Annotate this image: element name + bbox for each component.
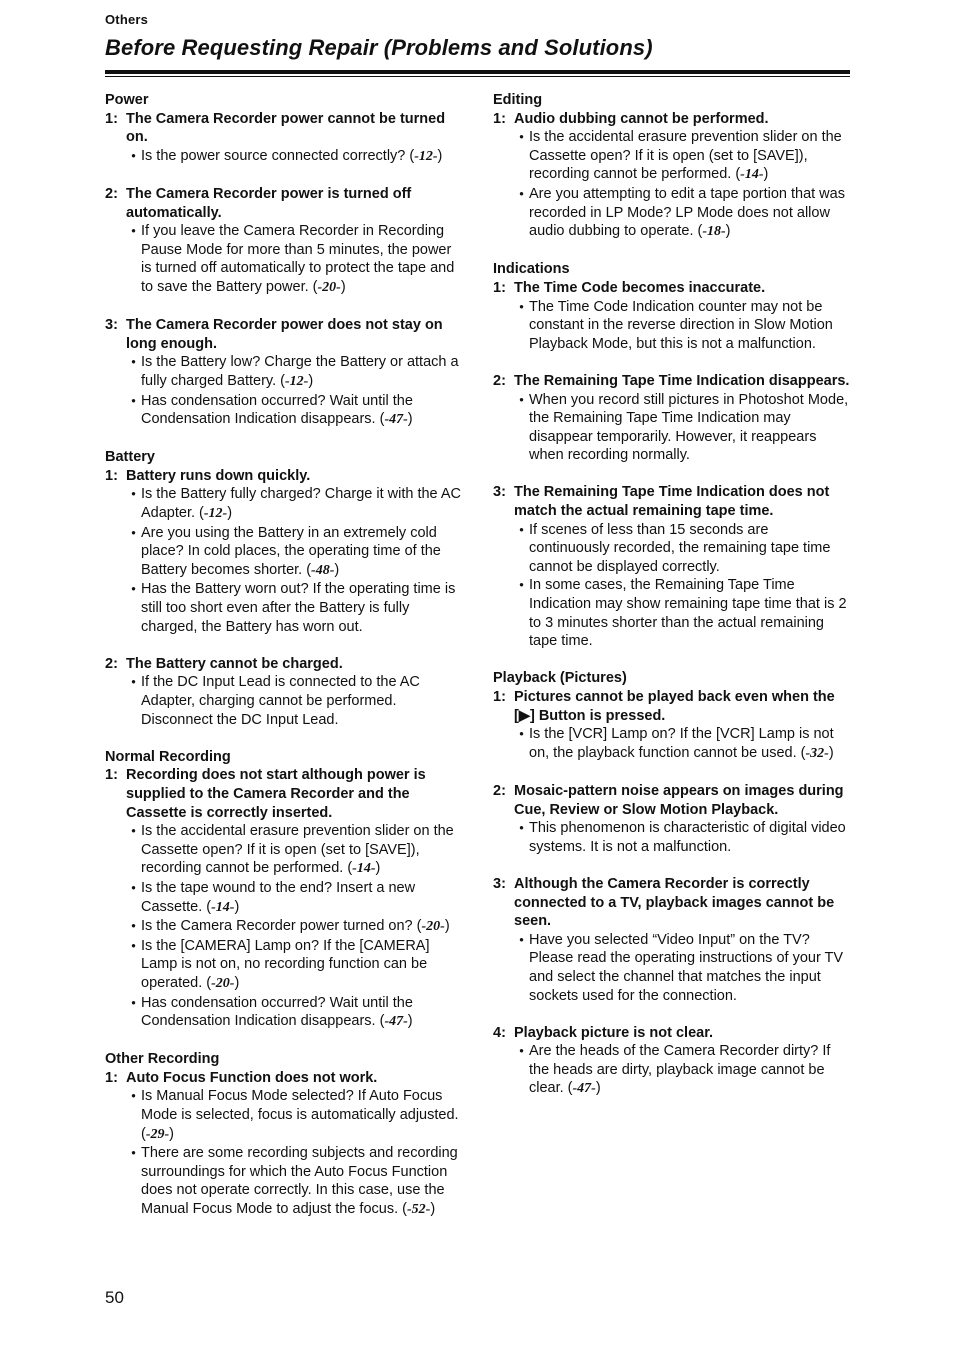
page-reference: -12-: [285, 373, 309, 389]
reference-close: ): [375, 860, 381, 877]
page-reference: -29-: [145, 1126, 170, 1142]
check-text: [141, 392, 465, 430]
problem-number: 3:: [493, 875, 506, 892]
title-rule-thin: [105, 76, 850, 77]
bullet-icon: ●: [131, 882, 136, 892]
problem-number: 1:: [493, 279, 506, 296]
check-item: [126, 580, 465, 636]
reference-close: ): [234, 898, 240, 915]
problem-entry: [493, 279, 853, 353]
check-body: In some cases, the Remaining Tape Time Indication may show remaining tape time that is 2 to 3 minutes shorter than the actual remaining tape time.: [529, 577, 847, 650]
bullet-icon: ●: [131, 527, 136, 537]
problem-title: Although the Camera Recorder is correctly connected to a TV, playback images cannot be seen.: [514, 875, 835, 930]
check-body: Is the Camera Recorder power turned on? (: [141, 918, 422, 935]
section-category: Others: [105, 12, 149, 27]
check-body: Are you using the Battery in an extremely cold place? In cold places, the operating time of the Battery becomes shorter. (: [141, 524, 441, 578]
problem-heading: [493, 875, 853, 931]
problem-entry: [493, 875, 853, 1005]
problem-number: 2:: [105, 185, 118, 202]
check-text: [141, 353, 465, 391]
problem-number: 2:: [105, 655, 118, 672]
title-rule-thick: [105, 70, 850, 74]
reference-close: ): [430, 1201, 436, 1218]
bullet-icon: ●: [519, 301, 524, 311]
reference-close: ): [334, 561, 340, 578]
section-heading: Normal Recording: [105, 748, 231, 765]
check-body: Have you selected “Video Input” on the TV? Please read the operating instructions of your TV and select the channel that matches the input sockets used for the connection.: [529, 931, 844, 1004]
reference-close: ): [407, 411, 413, 428]
page-reference: -20-: [421, 919, 445, 935]
page-reference: -47-: [384, 1014, 408, 1030]
problem-entry: [105, 766, 465, 1031]
check-body: Is the accidental erasure prevention slider on the Cassette open? If it is open (set to [SAVE]), recording cannot be performed. (: [529, 129, 842, 183]
check-text: [141, 994, 465, 1032]
check-text: [529, 391, 853, 465]
check-body: Is the [CAMERA] Lamp on? If the [CAMERA] Lamp is not on, no recording function can be operated. (: [141, 937, 430, 991]
page-reference: -18-: [702, 224, 726, 240]
check-body: If the DC Input Lead is connected to the AC Adapter, charging cannot be performed. Disconnect the DC Input Lead.: [141, 674, 420, 728]
check-text: [141, 917, 465, 937]
problem-title: The Camera Recorder power does not stay on long enough.: [126, 317, 443, 352]
page-reference: -20-: [317, 279, 341, 295]
bullet-icon: ●: [131, 826, 136, 836]
section-heading: Power: [105, 92, 149, 108]
check-text: [141, 822, 465, 879]
problem-number: 3:: [105, 317, 118, 334]
check-item: [126, 392, 465, 430]
problem-number: 1:: [105, 767, 118, 784]
problem-title: Battery runs down quickly.: [126, 467, 311, 484]
check-item: [126, 937, 465, 994]
problem-heading: [493, 279, 853, 298]
check-text: [529, 128, 853, 185]
page-title: Before Requesting Repair (Problems and Solutions): [105, 35, 653, 60]
check-text: [141, 222, 465, 297]
problem-entry: [493, 1024, 853, 1099]
check-item: [126, 1087, 465, 1144]
page-reference: -52-: [406, 1202, 431, 1218]
check-body: Has condensation occurred? Wait until the Condensation Indication disappears. (: [141, 994, 413, 1030]
problem-number: 1:: [105, 1069, 118, 1086]
check-text: [141, 1087, 465, 1144]
check-text: [529, 576, 853, 650]
problem-heading: [493, 688, 853, 725]
reference-close: ): [227, 505, 233, 522]
page-reference: -47-: [384, 412, 408, 428]
reference-close: ): [828, 744, 834, 761]
problem-heading: [105, 316, 465, 353]
check-item: [126, 222, 465, 297]
bullet-icon: ●: [519, 823, 524, 833]
problem-heading: [105, 467, 465, 486]
page-reference: -14-: [211, 899, 235, 915]
page-reference: -12-: [414, 148, 438, 164]
problem-number: 4:: [493, 1024, 506, 1041]
check-body: Has condensation occurred? Wait until the Condensation Indication disappears. (: [141, 392, 413, 428]
check-text: [141, 937, 465, 994]
check-item: [126, 485, 465, 523]
check-text: [141, 147, 465, 167]
bullet-icon: ●: [131, 226, 136, 236]
check-item: [514, 185, 853, 242]
bullet-icon: ●: [131, 997, 136, 1007]
check-text: [141, 879, 465, 917]
check-body: When you record still pictures in Photoshot Mode, the Remaining Tape Time Indication may disappear temporarily. However, it reappears when recording normally.: [529, 391, 849, 464]
bullet-icon: ●: [131, 357, 136, 367]
check-body: There are some recording subjects and recording surroundings for which the Auto Focus Function does not operate correctly. In this case, use the Manual Focus Mode to adjust the focus. (: [141, 1145, 458, 1218]
check-item: [126, 673, 465, 729]
check-text: [141, 1144, 465, 1219]
problem-number: 2:: [493, 372, 506, 389]
problem-number: 1:: [493, 689, 506, 705]
check-body: Is the Battery low? Charge the Battery or attach a fully charged Battery. (: [141, 354, 459, 389]
check-item: [514, 1042, 853, 1099]
check-text: [529, 1042, 853, 1099]
problem-entry: [493, 782, 853, 856]
page-number: 50: [105, 1288, 124, 1307]
problem-entry: [493, 483, 853, 650]
problem-entry: [105, 316, 465, 430]
bullet-icon: ●: [131, 921, 136, 931]
bullet-icon: ●: [131, 1091, 136, 1101]
check-text: [141, 485, 465, 523]
bullet-icon: ●: [131, 489, 136, 499]
section-heading: Battery: [105, 449, 155, 466]
section-heading: Playback (Pictures): [493, 670, 627, 687]
check-item: [126, 994, 465, 1032]
page-reference: -14-: [352, 861, 376, 877]
check-body: Has the Battery worn out? If the operating time is still too short even after the Battery is fully charged, the Battery has worn out.: [141, 581, 456, 635]
problem-heading: [493, 483, 853, 520]
problem-heading: [493, 1024, 853, 1043]
check-item: [126, 822, 465, 879]
problem-title: Recording does not start although power is supplied to the Camera Recorder and the Cassette is correctly inserted.: [126, 767, 426, 821]
section-heading: Editing: [493, 92, 543, 108]
reference-close: ): [340, 278, 346, 295]
problem-title: The Remaining Tape Time Indication disappears.: [514, 372, 850, 389]
check-item: [514, 298, 853, 354]
bullet-icon: ●: [131, 677, 136, 687]
check-body: Is Manual Focus Mode selected? If Auto Focus Mode is selected, focus is automatically adjusted. (: [141, 1088, 459, 1142]
problem-number: 1:: [105, 110, 118, 127]
page-reference: -32-: [805, 745, 829, 761]
bullet-icon: ●: [131, 150, 136, 160]
problem-heading: [493, 782, 853, 819]
check-body: The Time Code Indication counter may not be constant in the reverse direction in Slow Motion Playback Mode, but this is not a malfunction.: [529, 298, 833, 352]
section-heading: Indications: [493, 261, 570, 278]
problem-title: Pictures cannot be played back even when the [▶] Button is pressed.: [514, 689, 835, 724]
problem-title: The Camera Recorder power is turned off automatically.: [126, 185, 412, 221]
check-body: This phenomenon is characteristic of digital video systems. It is not a malfunction.: [529, 820, 846, 855]
bullet-icon: ●: [519, 132, 524, 142]
problem-heading: [105, 655, 465, 674]
check-item: [126, 524, 465, 581]
check-text: [529, 819, 853, 856]
bullet-icon: ●: [519, 934, 524, 944]
check-item: [126, 147, 465, 167]
check-item: [126, 917, 465, 937]
page-reference: -20-: [211, 975, 235, 991]
check-text: [141, 524, 465, 581]
bullet-icon: ●: [519, 1046, 524, 1056]
check-body: Are the heads of the Camera Recorder dirty? If the heads are dirty, playback image cannot be clear. (: [529, 1043, 831, 1097]
problem-title: Audio dubbing cannot be performed.: [514, 110, 769, 127]
problem-entry: [493, 372, 853, 465]
bullet-icon: ●: [131, 940, 136, 950]
problem-title: Playback picture is not clear.: [514, 1024, 714, 1041]
check-text: [529, 185, 853, 242]
reference-close: ): [308, 372, 314, 389]
reference-close: ): [725, 223, 731, 240]
check-text: [141, 580, 465, 636]
problem-number: 2:: [493, 782, 506, 799]
check-body: Is the power source connected correctly? (: [141, 147, 415, 164]
check-text: [141, 673, 465, 729]
check-item: [126, 1144, 465, 1219]
problem-title: Mosaic-pattern noise appears on images during Cue, Review or Slow Motion Playback.: [514, 782, 844, 818]
bullet-icon: ●: [131, 1148, 136, 1158]
bullet-icon: ●: [519, 729, 524, 739]
problem-title: The Camera Recorder power cannot be turned on.: [126, 110, 446, 146]
bullet-icon: ●: [131, 584, 136, 594]
check-item: [126, 353, 465, 391]
bullet-icon: ●: [519, 394, 524, 404]
problem-number: 1:: [493, 110, 506, 127]
check-body: Is the [VCR] Lamp on? If the [VCR] Lamp is not on, the playback function cannot be used. (: [529, 726, 834, 761]
check-item: [514, 521, 853, 577]
check-item: [514, 725, 853, 763]
problem-title: The Remaining Tape Time Indication does not match the actual remaining tape time.: [514, 484, 830, 520]
left-column: [105, 91, 465, 1238]
bullet-icon: ●: [131, 395, 136, 405]
reference-close: ): [763, 166, 769, 183]
problem-title: The Time Code becomes inaccurate.: [514, 279, 766, 296]
page-reference: -14-: [740, 167, 764, 183]
problem-entry: [493, 688, 853, 763]
check-body: Are you attempting to edit a tape portion that was recorded in LP Mode? LP Mode does not allow audio dubbing to operate. (: [529, 185, 845, 240]
right-column: [493, 91, 853, 1118]
page-reference: -48-: [311, 562, 335, 578]
reference-close: ): [169, 1125, 175, 1142]
check-item: [126, 879, 465, 917]
problem-number: 3:: [493, 484, 506, 501]
problem-entry: [493, 110, 853, 242]
problem-title: Auto Focus Function does not work.: [126, 1069, 378, 1086]
problem-heading: [105, 185, 465, 222]
problem-title: The Battery cannot be charged.: [126, 655, 343, 672]
reference-close: ): [437, 147, 443, 164]
problem-entry: [105, 467, 465, 636]
problem-entry: [105, 185, 465, 298]
problem-heading: [105, 1069, 465, 1088]
reference-close: ): [444, 918, 450, 935]
check-body: Is the tape wound to the end? Insert a new Cassette. (: [141, 879, 416, 915]
problem-heading: [493, 110, 853, 129]
reference-close: ): [595, 1080, 601, 1097]
reference-close: ): [407, 1013, 413, 1030]
check-item: [514, 128, 853, 185]
bullet-icon: ●: [519, 524, 524, 534]
check-item: [514, 391, 853, 465]
check-item: [514, 819, 853, 856]
problem-heading: [105, 110, 465, 147]
check-item: [514, 576, 853, 650]
reference-close: ): [234, 974, 240, 991]
check-text: [529, 298, 853, 354]
problem-heading: [105, 766, 465, 822]
check-body: Is the Battery fully charged? Charge it with the AC Adapter. (: [141, 486, 461, 522]
check-text: [529, 931, 853, 1005]
check-body: If you leave the Camera Recorder in Recording Pause Mode for more than 5 minutes, the power is turned off automatically to protect the tape and to save the Battery power. (: [141, 223, 455, 295]
check-text: [529, 725, 853, 763]
check-body: If scenes of less than 15 seconds are continuously recorded, the remaining tape time cannot be displayed correctly.: [529, 521, 831, 575]
problem-entry: [105, 110, 465, 167]
problem-number: 1:: [105, 467, 118, 484]
bullet-icon: ●: [519, 580, 524, 590]
problem-heading: [493, 372, 853, 391]
page-reference: -12-: [203, 506, 228, 522]
check-text: [529, 521, 853, 577]
problem-entry: [105, 1069, 465, 1220]
check-item: [514, 931, 853, 1005]
section-heading: Other Recording: [105, 1051, 220, 1068]
check-body: Is the accidental erasure prevention slider on the Cassette open? If it is open (set to [SAVE]), recording cannot be performed. (: [141, 823, 454, 877]
problem-entry: [105, 655, 465, 729]
bullet-icon: ●: [519, 188, 524, 198]
page-reference: -47-: [572, 1081, 596, 1097]
